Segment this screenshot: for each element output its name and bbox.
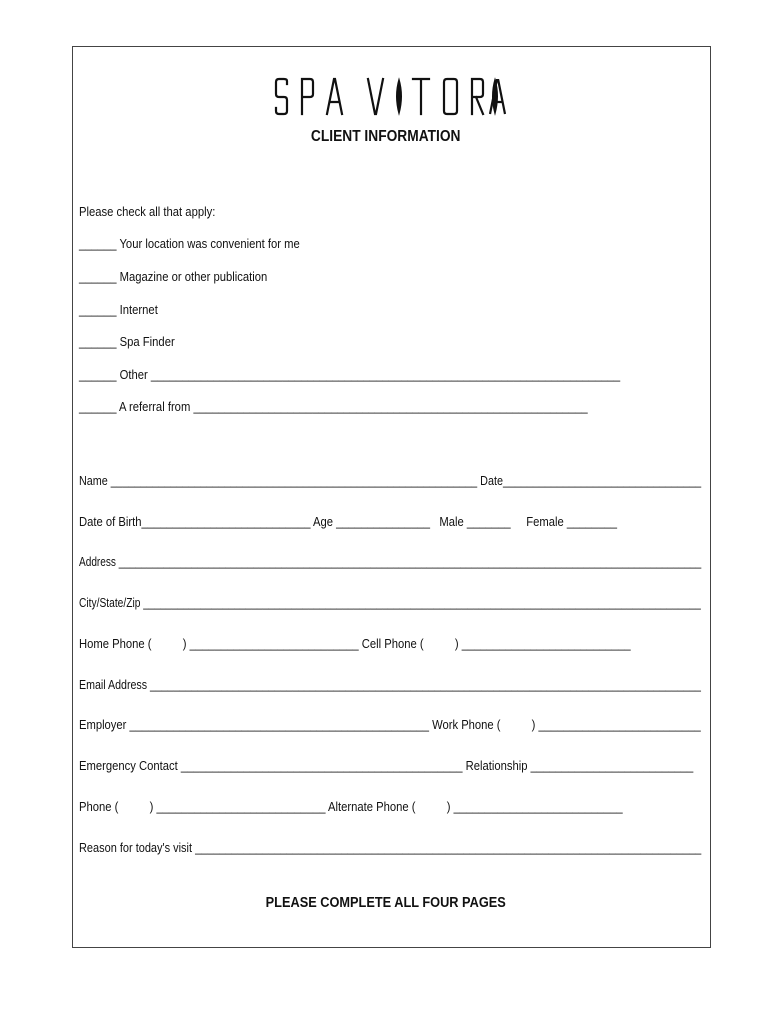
city-state-zip-field[interactable]: City/State/Zip __________________________________________________________________________________________________ [79, 596, 701, 610]
brand-logo-icon [272, 70, 507, 118]
name-date-field[interactable]: Name _____________________________________________________________ Date_________________________________ [79, 474, 702, 488]
address-field[interactable]: Address ________________________________________________________________________________________________________ [79, 555, 702, 569]
logo-letter-a-icon [487, 79, 517, 119]
referral-prompt: Please check all that apply: [79, 205, 216, 219]
phones-field[interactable]: Home Phone ( ) ___________________________ Cell Phone ( ) ___________________________ [79, 637, 631, 651]
referral-option-other[interactable]: ______ Other ___________________________________________________________________________ [79, 368, 621, 382]
complete-all-pages-note: PLEASE COMPLETE ALL FOUR PAGES [265, 895, 506, 911]
referral-option-referral[interactable]: ______ A referral from _______________________________________________________________ [79, 400, 588, 414]
referral-option-spa-finder[interactable]: ______ Spa Finder [79, 335, 175, 349]
referral-option-internet[interactable]: ______ Internet [79, 303, 158, 317]
spa-vitoria-logo [0, 70, 770, 122]
birth-age-sex-field[interactable]: Date of Birth___________________________ Age _______________ Male _______ Female ________ [79, 515, 617, 529]
referral-option-magazine[interactable]: ______ Magazine or other publication [79, 270, 268, 284]
emergency-contact-field[interactable]: Emergency Contact _____________________________________________ Relationship __________________________ [79, 759, 694, 773]
employer-field[interactable]: Employer ________________________________________________ Work Phone ( ) __________________________ [79, 718, 701, 732]
phone-alternate-field[interactable]: Phone ( ) ___________________________ Alternate Phone ( ) ___________________________ [79, 800, 623, 814]
referral-option-location[interactable]: ______ Your location was convenient for me [79, 237, 300, 251]
reason-for-visit-field[interactable]: Reason for today's visit ___________________________________________________________________________________ [79, 841, 702, 855]
form-title: CLIENT INFORMATION [310, 128, 461, 145]
email-field[interactable]: Email Address _____________________________________________________________________________________________ [79, 678, 701, 692]
